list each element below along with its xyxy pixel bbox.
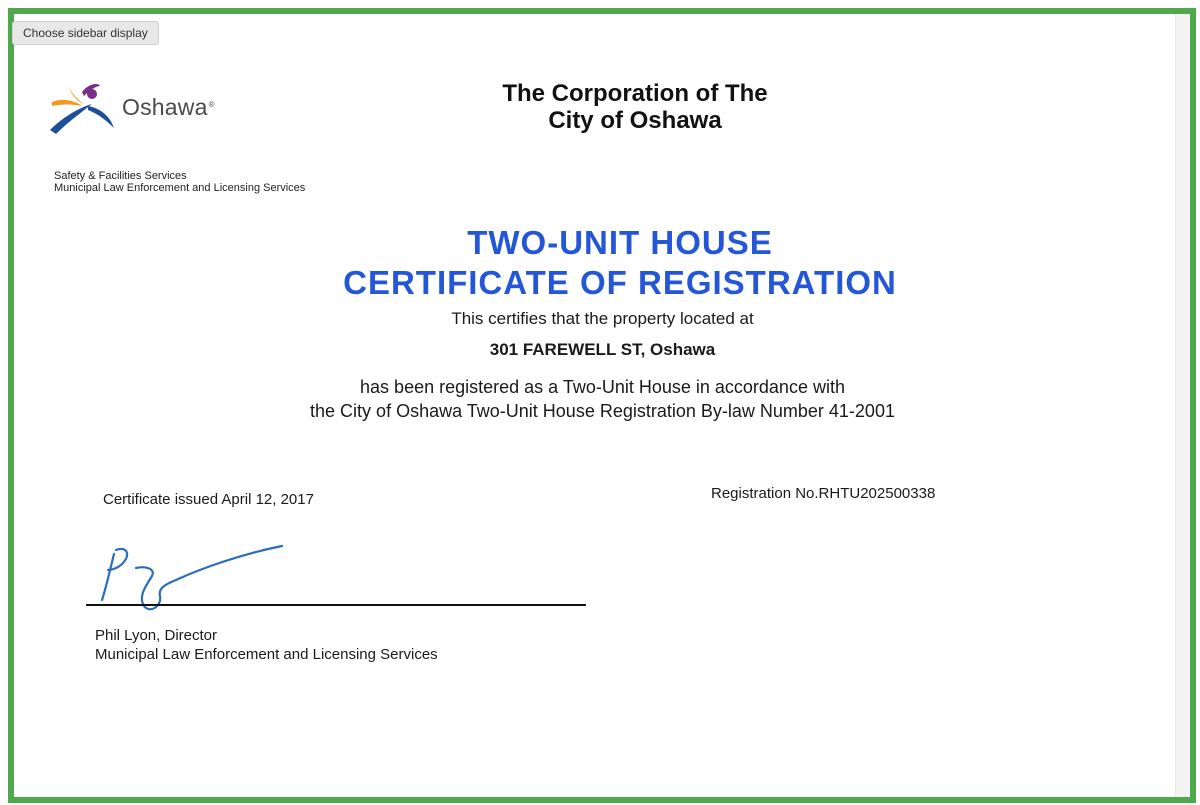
registration-number: Registration No.RHTU202500338: [711, 485, 936, 502]
signatory-department: Municipal Law Enforcement and Licensing Services: [95, 646, 438, 663]
certificate-title-line-1: TWO-UNIT HOUSE: [467, 224, 773, 261]
corporation-heading: [380, 80, 890, 134]
registered-text-line-2: the City of Oshawa Two-Unit House Registration By-law Number 41-2001: [310, 401, 895, 421]
department-line-1: Safety & Facilities Services: [54, 170, 187, 182]
oshawa-logo-mark-icon: [48, 80, 122, 136]
choose-sidebar-display-button[interactable]: Choose sidebar display: [12, 21, 159, 45]
signatory-block: [95, 626, 438, 664]
oshawa-wordmark: Oshawa®: [122, 94, 215, 120]
registered-text-line-1: has been registered as a Two-Unit House in accordance with: [360, 377, 845, 397]
certificate-title-line-2: CERTIFICATE OF REGISTRATION: [343, 264, 897, 301]
oshawa-logo: [48, 80, 248, 136]
property-address: 301 FAREWELL ST, Oshawa: [489, 340, 716, 359]
issue-date: Certificate issued April 12, 2017: [103, 491, 314, 508]
director-signature: [92, 540, 292, 625]
signature-line: [86, 604, 586, 606]
department-block: [54, 170, 305, 194]
department-line-2: Municipal Law Enforcement and Licensing Services: [54, 182, 306, 194]
certifies-text: This certifies that the property located at: [451, 309, 754, 328]
signatory-name: Phil Lyon, Director: [95, 627, 217, 644]
corporation-line-1: The Corporation of The: [502, 80, 768, 107]
corporation-line-2: City of Oshawa: [548, 107, 722, 134]
